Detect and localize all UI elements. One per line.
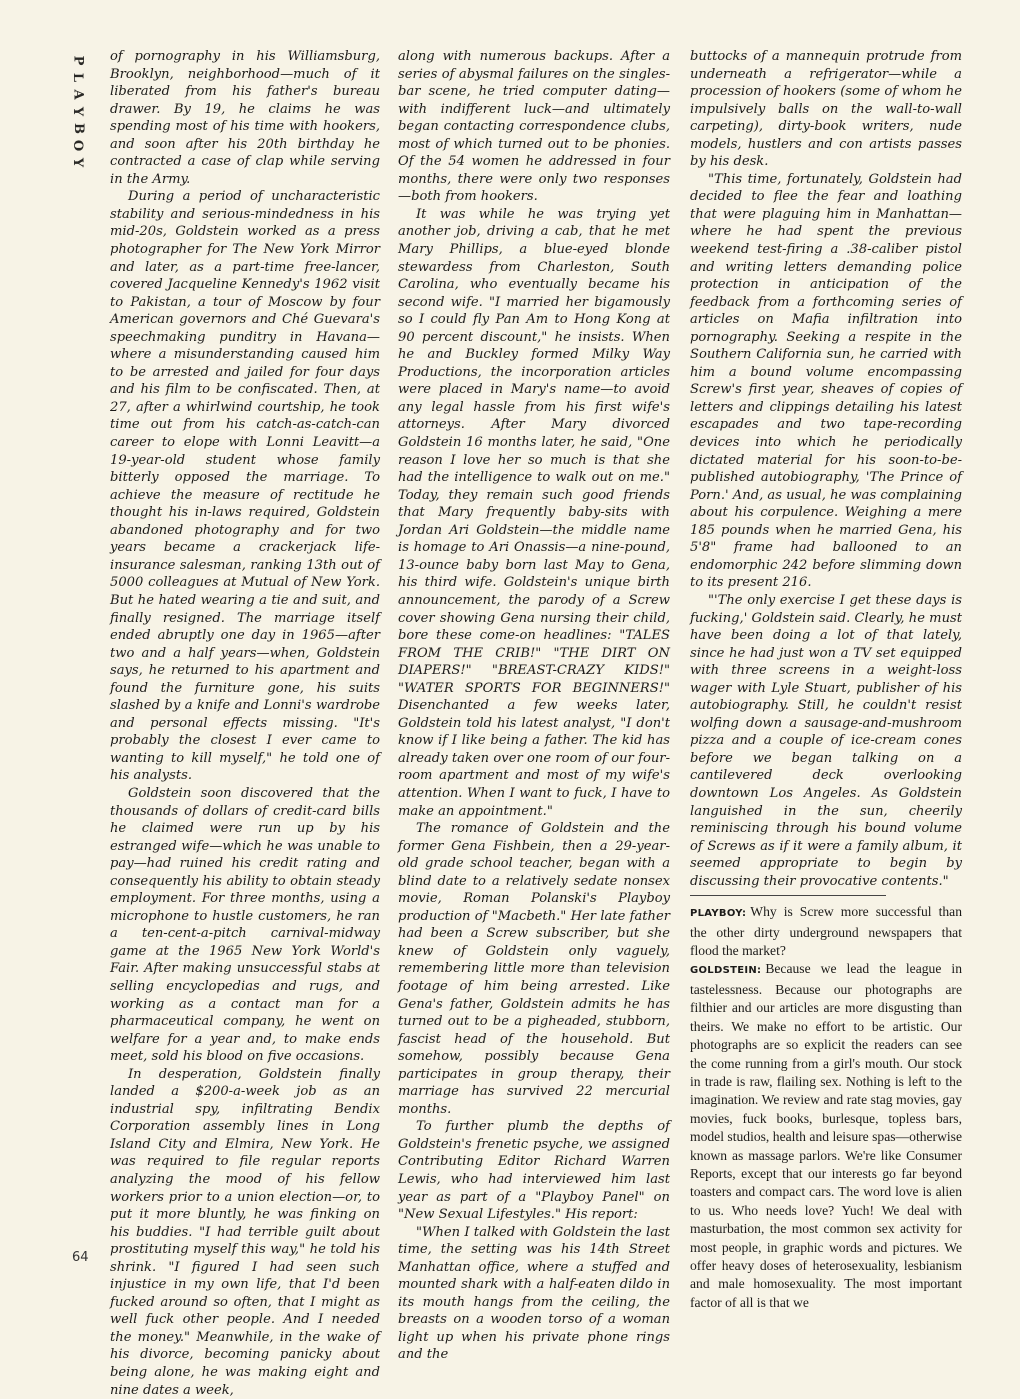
paragraph: buttocks of a mannequin protrude from underneath a refrigerator—while a procession of hookers (some of whom he impulsively balls on the wall-to-wall carpeting), dirty-book writers, nude models, hustlers and con artists passes by his desk. (690, 49, 962, 170)
article-column-2 (398, 48, 670, 1363)
section-divider (690, 895, 886, 896)
interview-question (690, 903, 962, 960)
magazine-masthead (68, 52, 88, 171)
masthead-letter: Y (70, 106, 86, 117)
interview-answer (690, 960, 962, 1312)
paragraph: To further plumb the depths of Goldstein's frenetic psyche, we assigned Contributing Editor Richard Warren Lewis, who had interviewed him last year as part of a "Playboy Panel" on "New Sexual Lifestyles." His report: (398, 1119, 670, 1223)
article-column-3 (690, 48, 962, 1310)
answer-text: Because we lead the league in tastelessness. Because our photographs are filthier and our articles are more disgusting than theirs. We make no effort to be artistic. Our photographs are so explicit the readers can see the come running from a girl's mouth. Our stock in trade is raw, flailing sex. Nothing is left to the imagination. We review and rate stag movies, gay movies, fuck books, burlesque, topless bars, model studios, health and leisure spas—otherwise known as massage parlors. We're like Consumer Reports, except that our interests go far beyond toasters and compact cars. The word love is alien to us. Who needs love? Yuch! We deal with masturbation, the most common sex activity for most people, in graphic words and pictures. We offer heavy doses of heterosexuality, lesbianism and male homosexuality. The most important factor of all is that we (690, 961, 962, 1310)
speaker-label: PLAYBOY: (690, 908, 747, 920)
paragraph: "This time, fortunately, Goldstein had decided to flee the fear and loathing that were plaguing him in Manhattan—where he had spent the previous weekend test-firing a .38-caliber pistol and writing letters demanding police protection in anticipation of the feedback from a forthcoming series of articles on Mafia infiltration into pornography. Seeking a respite in the Southern California sun, he carried with him a bound volume encompassing Screw's first year, sheaves of copies of letters and clippings detailing his latest escapades and two tape-recording devices into which he periodically dictated material for his soon-to-be-published autobiography, 'The Prince of Porn.' And, as usual, he was complaining about his corpulence. Weighing a mere 185 pounds when he married Gena, his 5'8" frame had ballooned to an endomorphic 242 before slimming down to its present 216. (690, 171, 962, 591)
speaker-label: GOLDSTEIN: (690, 965, 762, 977)
masthead-letter: O (70, 139, 86, 152)
article-column-1 (110, 48, 380, 1398)
interview-section (690, 903, 962, 1312)
paragraph: "'The only exercise I get these days is fucking,' Goldstein said. Clearly, he must have been doing a lot of that lately, since he had just won a TV set equipped with three screens in a weight-loss wager with Lyle Stuart, publisher of his autobiography. Still, he couldn't resist wolfing down a sausage-and-mushroom pizza and a couple of ice-cream cones before we began talking on a cantilevered deck overlooking downtown Los Angeles. As Goldstein languished in the sun, cheerily reminiscing through his bound volume of Screws as if it were a family album, it seemed appropriate to begin by discussing their provocative contents." (690, 592, 962, 889)
masthead-letter: B (70, 123, 86, 134)
masthead-letter: A (70, 89, 86, 100)
paragraph: In desperation, Goldstein finally landed a $200-a-week job as an industrial spy, infiltrating Bendix Corporation assembly lines in Long Island City and Elmira, New York. He was required to file regular reports analyzing the mood of his fellow workers prior to a union election—or, to put it more bluntly, he was finking on his buddies. "I had terrible guilt about prostituting myself this way," he told his shrink. "I figured I had seen such injustice in my own life, that I'd been fucked around so often, that I might as well fuck other people. And I needed the money." Meanwhile, in the wake of his divorce, becoming panicky about being alone, he was making eight and nine dates a week, (110, 1066, 380, 1398)
question-text: Why is Screw more successful than the other dirty underground newspapers that flood the market? (690, 904, 962, 959)
masthead-letter: L (70, 72, 86, 83)
paragraph: Goldstein soon discovered that the thousands of dollars of credit-card bills he claimed were run up by his estranged wife—which he was unable to pay—had ruined his credit rating and consequently his ability to obtain steady employment. For three months, using a microphone to hustle customers, he ran a ten-cent-a-pitch carnival-midway game at the 1965 New York World's Fair. After making unsuccessful stabs at selling encyclopedias and rugs, and working as a contact man for a pharmaceutical company, he went on welfare for a year and, to make ends meet, sold his blood on five occasions. (110, 785, 380, 1065)
paragraph: of pornography in his Williamsburg, Brooklyn, neighborhood—much of it liberated from his father's bureau drawer. By 19, he claims he was spending most of his time with hookers, and soon after his 20th birthday he contracted a case of clap while serving in the Army. (110, 49, 380, 187)
paragraph: The romance of Goldstein and the former Gena Fishbein, then a 29-year-old grade school teacher, began with a blind date to a relatively sedate nonsex movie, Roman Polanski's Playboy production of "Macbeth." Her late father had been a Screw subscriber, but she knew of Goldstein only vaguely, remembering little more than television footage of him being arrested. Like Gena's father, Goldstein admits he has turned out to be a pigheaded, stubborn, fascist head of the household. But somehow, possibly because Gena participates in group therapy, their marriage has survived 22 mercurial months. (398, 821, 670, 1117)
page-number: 64 (72, 1250, 89, 1265)
paragraph: During a period of uncharacteristic stability and serious-mindedness in his mid-20s, Goldstein worked as a press photographer for The New York Mirror and later, as a part-time free-lancer, covered Jacqueline Kennedy's 1962 visit to Pakistan, a tour of Moscow by four American governors and Ché Guevara's speechmaking punditry in Havana—where a misunderstanding caused him to be arrested and jailed for four days and his film to be confiscated. Then, at 27, after a whirlwind courtship, he took time out from his catch-as-catch-can career to elope with Lonni Leavitt—a 19-year-old student whose family bitterly opposed the marriage. To achieve the measure of rectitude he thought his in-laws required, Goldstein abandoned photography and for two years became a crackerjack life-insurance salesman, ranking 13th out of 5000 colleagues at Mutual of New York. But he hated wearing a tie and suit, and finally resigned. The marriage itself ended abruptly one day in 1965—after two and a half years—when, Goldstein says, he returned to his apartment and found the furniture gone, his suits slashed by a knife and Lonni's wardrobe and personal effects missing. "It's probably the closest I ever came to wanting to kill myself," he told one of his analysts. (110, 189, 380, 784)
paragraph: along with numerous backups. After a series of abysmal failures on the singles-bar scene, he tried computer dating—with indifferent luck—and ultimately began contacting correspondence clubs, most of which turned out to be phonies. Of the 54 women he addressed in four months, there were only two responses—both from hookers. (398, 49, 670, 205)
masthead-letter: P (70, 55, 86, 66)
masthead-letter: Y (70, 157, 86, 168)
paragraph: It was while he was trying yet another job, driving a cab, that he met Mary Phillips, a blue-eyed blonde stewardess from Charleston, South Carolina, who eventually became his second wife. "I married her bigamously so I could fly Pan Am to Hong Kong at 90 percent discount," he insists. When he and Buckley formed Milky Way Productions, the incorporation articles were placed in Mary's name—to avoid any legal hassle from his first wife's attorneys. After Mary divorced Goldstein 16 months later, he said, "One reason I love her so much is that she had the intelligence to walk out on me." Today, they remain such good friends that Mary frequently baby-sits with Jordan Ari Goldstein—the middle name is homage to Ari Onassis—a nine-pound, 13-ounce baby born last May to Gena, his third wife. Goldstein's unique birth announcement, the parody of a Screw cover showing Gena nursing their child, bore these come-on headlines: "TALES FROM THE CRIB!" "THE DIRT ON DIAPERS!" "BREAST-CRAZY KIDS!" "WATER SPORTS FOR BEGINNERS!" Disenchanted a few weeks later, Goldstein told his latest analyst, "I don't know if I like being a father. The kid has already taken over one room of our four-room apartment and most of my wife's attention. When I want to fuck, I have to make an appointment." (398, 206, 670, 819)
paragraph: "When I talked with Goldstein the last time, the setting was his 14th Street Manhattan office, where a stuffed and mounted shark with a half-eaten dildo in its mouth hangs from the ceiling, the breasts on a wooden torso of a woman light up when his private phone rings and the (398, 1224, 670, 1363)
